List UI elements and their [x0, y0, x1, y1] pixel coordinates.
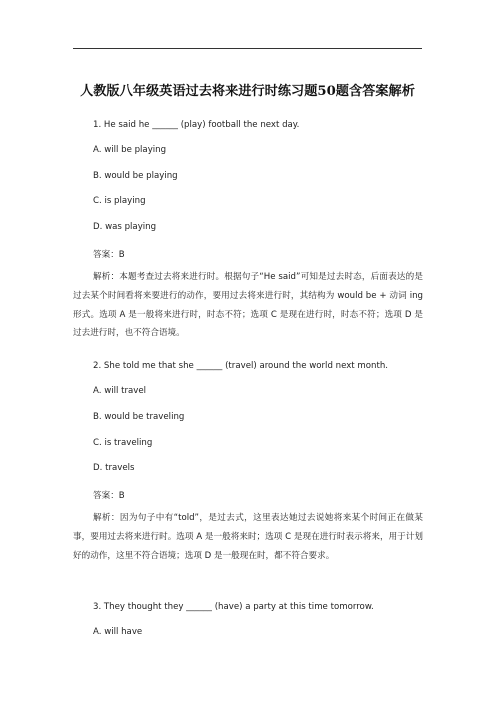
- option: A. will travel: [93, 386, 147, 396]
- header-rule: [73, 48, 422, 49]
- explanation: 解析：因为句子中有“told”，是过去式，这里表达她过去说她将来某个时间正在做某事，要用过去将来进行时。选项 A 是一般将来时；选项 C 是现在进行时表示将来，用于计划好的动作，这里不符合语境；选项 D 是一般现在时，都不符合要求。: [73, 513, 423, 561]
- answer: 答案：B: [93, 250, 125, 260]
- question-stem: 2. She told me that she ______ (travel) around the world next month.: [93, 361, 389, 371]
- option: C. is playing: [93, 196, 146, 206]
- option: D. was playing: [93, 222, 157, 232]
- option: D. travels: [93, 463, 135, 473]
- option: B. would be playing: [93, 171, 178, 181]
- answer: 答案：B: [93, 491, 125, 501]
- question-stem: 3. They thought they ______ (have) a party at this time tomorrow.: [93, 602, 374, 612]
- explanation: 解析：本题考查过去将来进行时。根据句子“He said”可知是过去时态，后面表达的是过去某个时间看将来要进行的动作，要用过去将来进行时，其结构为 would be + 动词 ing 形式。选项 A 是一般将来进行时，时态不符；选项 C 是现在进行时，时态不符；选项 D 是过去进行时，也不符合语境。: [73, 272, 423, 339]
- document-title: 人教版八年级英语过去将来进行时练习题50题含答案解析: [80, 84, 415, 99]
- option: B. would be traveling: [93, 412, 185, 422]
- question-stem: 1. He said he ______ (play) football the next day.: [93, 120, 300, 130]
- option: C. is traveling: [93, 438, 153, 448]
- option: A. will have: [93, 627, 143, 637]
- option: A. will be playing: [93, 145, 167, 155]
